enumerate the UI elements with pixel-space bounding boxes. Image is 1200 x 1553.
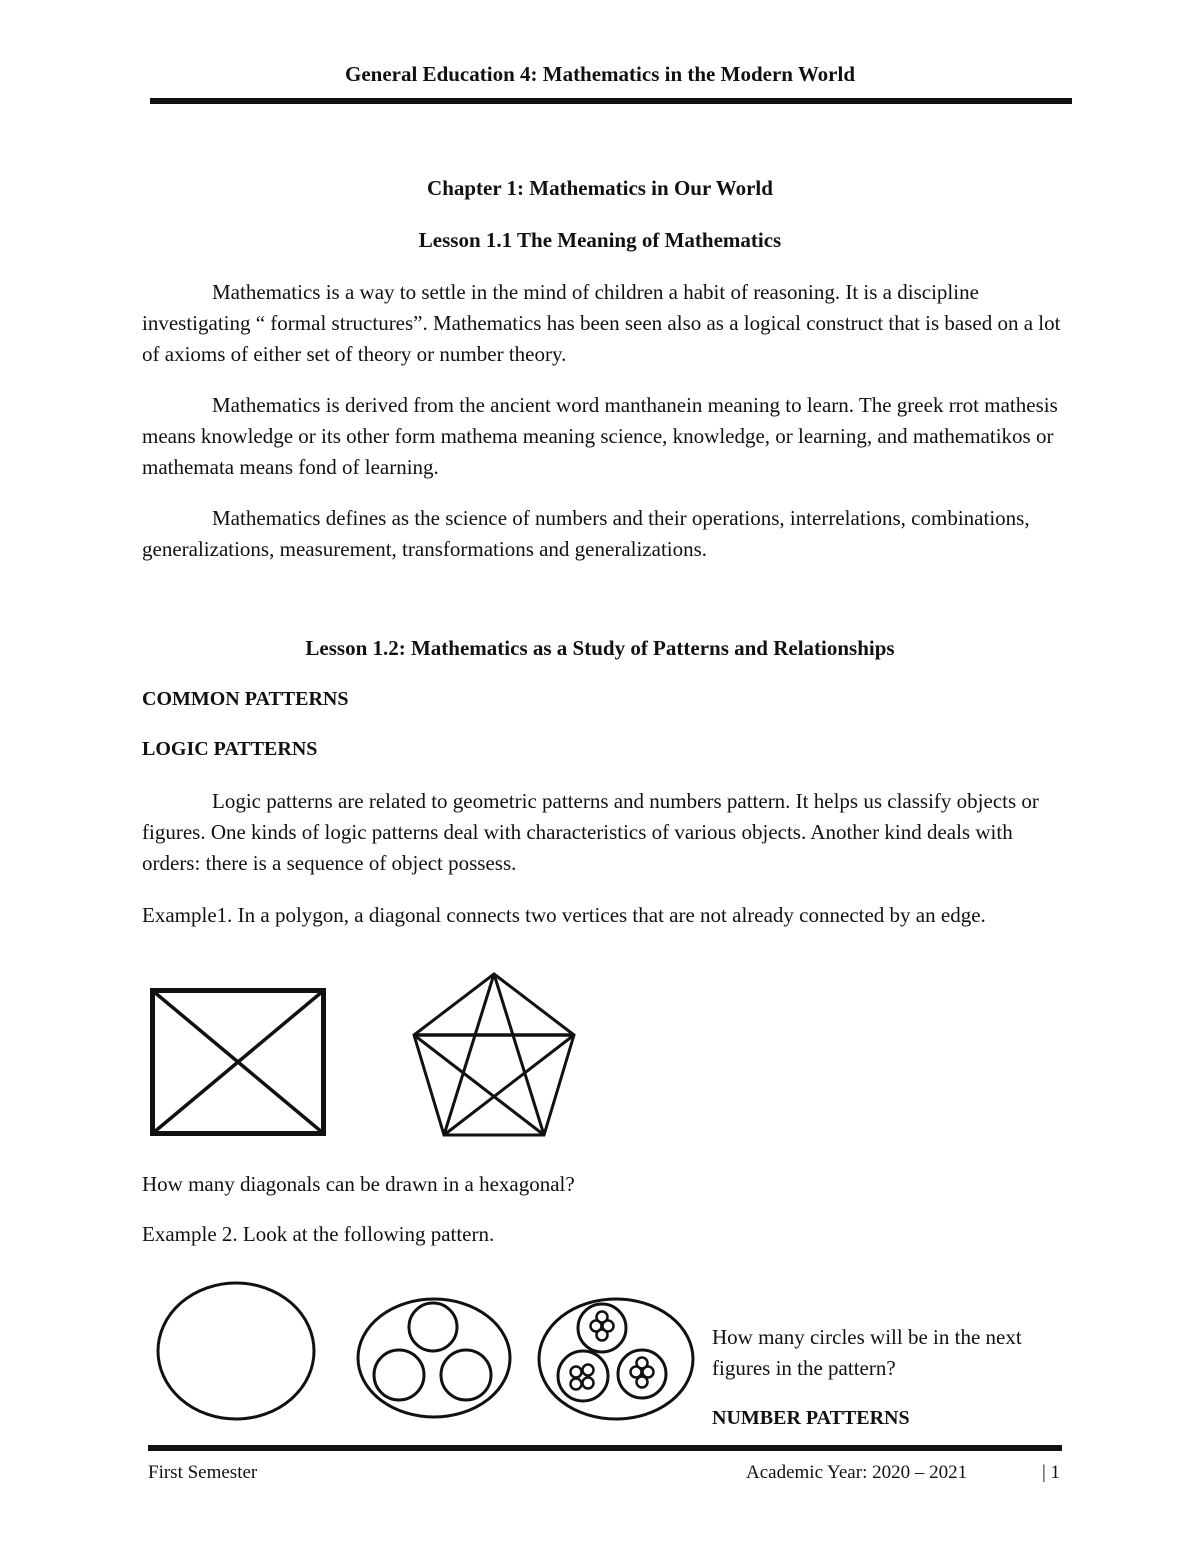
square-diagonals-figure (150, 988, 326, 1136)
small-circle (597, 1330, 608, 1341)
footer-semester: First Semester (148, 1462, 258, 1483)
header-rule (150, 98, 1072, 104)
number-patterns-heading: NUMBER PATTERNS (712, 1407, 910, 1429)
example-2-text: Example 2. Look at the following pattern. (142, 1222, 495, 1246)
document-header-title: General Education 4: Mathematics in the Modern World (345, 62, 855, 86)
outer-circle (539, 1299, 693, 1419)
lesson-1-1-paragraph-2: Mathematics is derived from the ancient word manthanein meaning to learn. The greek rrot mathesis means knowledge or its other form mathema meaning science, knowledge, or learning, and mathematikos or mathemata means fond of learning. (142, 393, 1058, 479)
inner-circle (558, 1351, 608, 1401)
question-hexagon-diagonals: How many diagonals can be drawn in a hexagonal? (142, 1172, 575, 1196)
footer-academic-year: Academic Year: 2020 – 2021 (746, 1462, 968, 1483)
logic-patterns-paragraph: Logic patterns are related to geometric patterns and numbers pattern. It helps us classify objects or figures. One kinds of logic patterns deal with characteristics of various objects. Another kind deals with orders: there is a sequence of object possess. (142, 789, 1039, 875)
footer-rule (148, 1445, 1062, 1451)
pentagon-diagonal (414, 1035, 544, 1135)
circle-pattern-stage-3 (536, 1296, 696, 1422)
lesson-1-1-paragraph-3: Mathematics defines as the science of numbers and their operations, interrelations, combinations, generalizations, measurement, transformations and generalizations. (142, 506, 1030, 561)
lesson-1-1-title: Lesson 1.1 The Meaning of Mathematics (418, 228, 782, 252)
small-circle (597, 1312, 608, 1323)
outer-circle (158, 1283, 314, 1419)
lesson-1-1-paragraph-1: Mathematics is a way to settle in the mind of children a habit of reasoning. It is a discipline investigating “ formal structures”. Mathematics has been seen also as a logical construct that is based on a lot of axioms of either set of theory or number theory. (142, 280, 1061, 366)
pentagon-diagonal (444, 974, 494, 1135)
example-1-text: Example1. In a polygon, a diagonal connects two vertices that are not already connected by an edge. (142, 903, 986, 927)
question-next-circles: How many circles will be in the next figures in the pattern? (712, 1325, 1022, 1380)
common-patterns-heading: COMMON PATTERNS (142, 688, 349, 710)
logic-patterns-heading: LOGIC PATTERNS (142, 738, 318, 760)
small-circle (583, 1365, 594, 1376)
small-circle (583, 1378, 594, 1389)
chapter-title: Chapter 1: Mathematics in Our World (427, 176, 773, 200)
footer-page-number: | 1 (1042, 1462, 1061, 1483)
pentagon-diagonal (444, 1035, 574, 1135)
inner-circle (441, 1350, 491, 1400)
small-circle (571, 1379, 582, 1390)
inner-circle (409, 1303, 457, 1351)
lesson-1-2-title: Lesson 1.2: Mathematics as a Study of Patterns and Relationships (305, 636, 895, 660)
inner-circle (374, 1350, 424, 1400)
small-circle (637, 1377, 648, 1388)
circle-pattern-stage-1 (155, 1280, 317, 1422)
pentagon-diagonal (494, 974, 544, 1135)
small-circle (571, 1367, 582, 1378)
pentagon-diagonals-figure (410, 970, 580, 1138)
small-circle (637, 1358, 648, 1369)
circle-pattern-stage-2 (355, 1296, 513, 1420)
